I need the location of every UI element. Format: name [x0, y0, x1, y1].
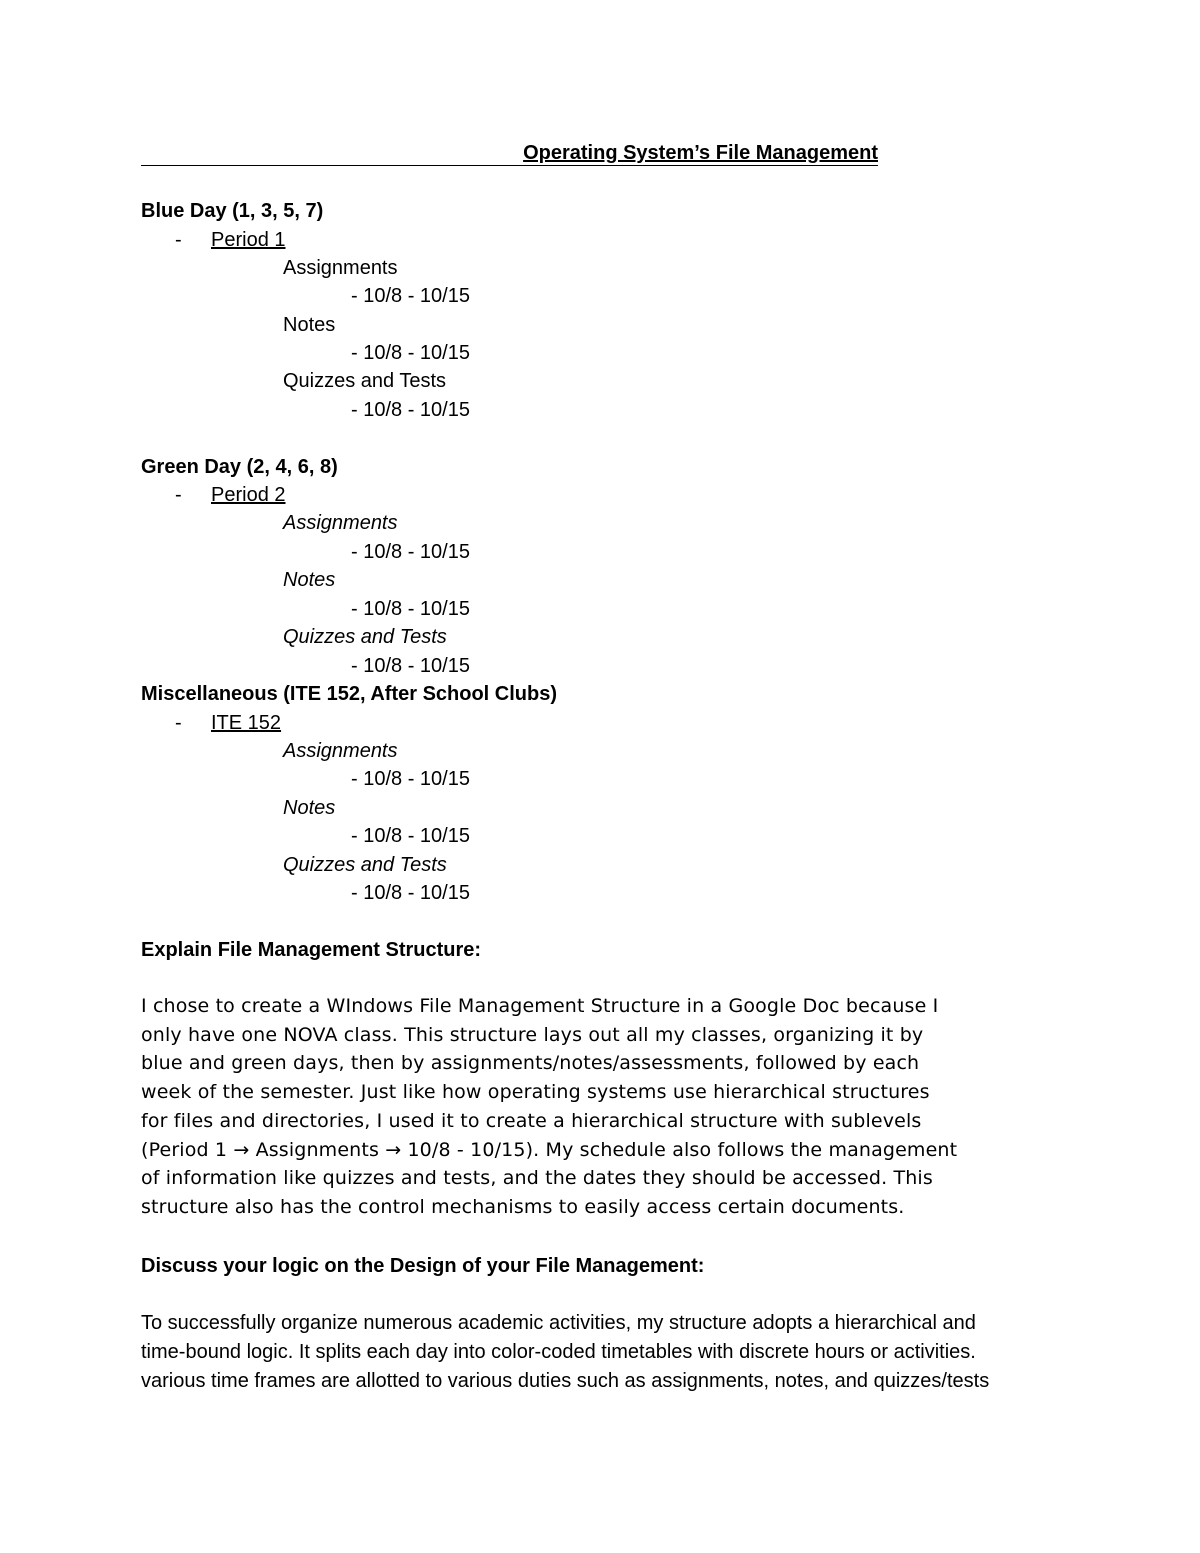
- paragraph-line: (Period 1 → Assignments → 10/8 - 10/15). My schedule also follows the management: [141, 1138, 958, 1161]
- paragraph-line: only have one NOVA class. This structure lays out all my classes, organizing it by: [141, 1023, 924, 1046]
- page-title: Operating System’s File Management: [523, 142, 878, 164]
- title-underline: [141, 141, 878, 166]
- folder-assignments: Assignments: [283, 257, 398, 279]
- explain-heading: Explain File Management Structure:: [141, 939, 482, 961]
- date-range: - 10/8 - 10/15: [351, 825, 470, 847]
- folder-notes: Notes: [283, 314, 336, 336]
- folder-notes: Notes: [283, 797, 336, 819]
- date-range: - 10/8 - 10/15: [351, 882, 470, 904]
- date-range: - 10/8 - 10/15: [351, 399, 470, 421]
- folder-quizzes-and-tests: Quizzes and Tests: [283, 854, 447, 876]
- section-heading-blue-day: Blue Day (1, 3, 5, 7): [141, 200, 324, 222]
- paragraph-line: week of the semester. Just like how operating systems use hierarchical structures: [141, 1081, 930, 1104]
- folder-assignments: Assignments: [283, 512, 398, 534]
- paragraph-line: blue and green days, then by assignments/notes/assessments, followed by each: [141, 1052, 920, 1075]
- section-heading-green-day: Green Day (2, 4, 6, 8): [141, 456, 338, 478]
- list-dash: -: [175, 229, 182, 251]
- folder-notes: Notes: [283, 569, 336, 591]
- explain-paragraph: [141, 992, 957, 1222]
- date-range: - 10/8 - 10/15: [351, 342, 470, 364]
- date-range: - 10/8 - 10/15: [351, 285, 470, 307]
- paragraph-line: I chose to create a WIndows File Management Structure in a Google Doc because I: [141, 995, 939, 1017]
- folder-quizzes-and-tests: Quizzes and Tests: [283, 626, 447, 648]
- section-heading-miscellaneous: Miscellaneous (ITE 152, After School Clubs): [141, 683, 558, 705]
- paragraph-line: structure also has the control mechanisms to easily access certain documents.: [141, 1195, 905, 1218]
- discuss-heading: Discuss your logic on the Design of your File Management:: [141, 1255, 705, 1277]
- paragraph-line: To successfully organize numerous academic activities, my structure adopts a hierarchical and: [141, 1312, 976, 1334]
- discuss-paragraph: [141, 1309, 989, 1396]
- paragraph-line: of information like quizzes and tests, and the dates they should be accessed. This: [141, 1167, 933, 1190]
- date-range: - 10/8 - 10/15: [351, 598, 470, 620]
- paragraph-line: time-bound logic. It splits each day into color-coded timetables with discrete hours or activities.: [141, 1341, 976, 1363]
- folder-assignments: Assignments: [283, 740, 398, 762]
- period-label: Period 2: [211, 484, 286, 506]
- folder-quizzes-and-tests: Quizzes and Tests: [283, 370, 447, 392]
- date-range: - 10/8 - 10/15: [351, 541, 470, 563]
- paragraph-line: for files and directories, I used it to create a hierarchical structure with sublevels: [141, 1109, 922, 1132]
- paragraph-line: various time frames are allotted to various duties such as assignments, notes, and quizzes/tests: [141, 1370, 990, 1392]
- list-dash: -: [175, 484, 182, 506]
- date-range: - 10/8 - 10/15: [351, 655, 470, 677]
- period-label: ITE 152: [211, 712, 282, 734]
- period-label: Period 1: [211, 229, 286, 251]
- date-range: - 10/8 - 10/15: [351, 768, 470, 790]
- list-dash: -: [175, 712, 182, 734]
